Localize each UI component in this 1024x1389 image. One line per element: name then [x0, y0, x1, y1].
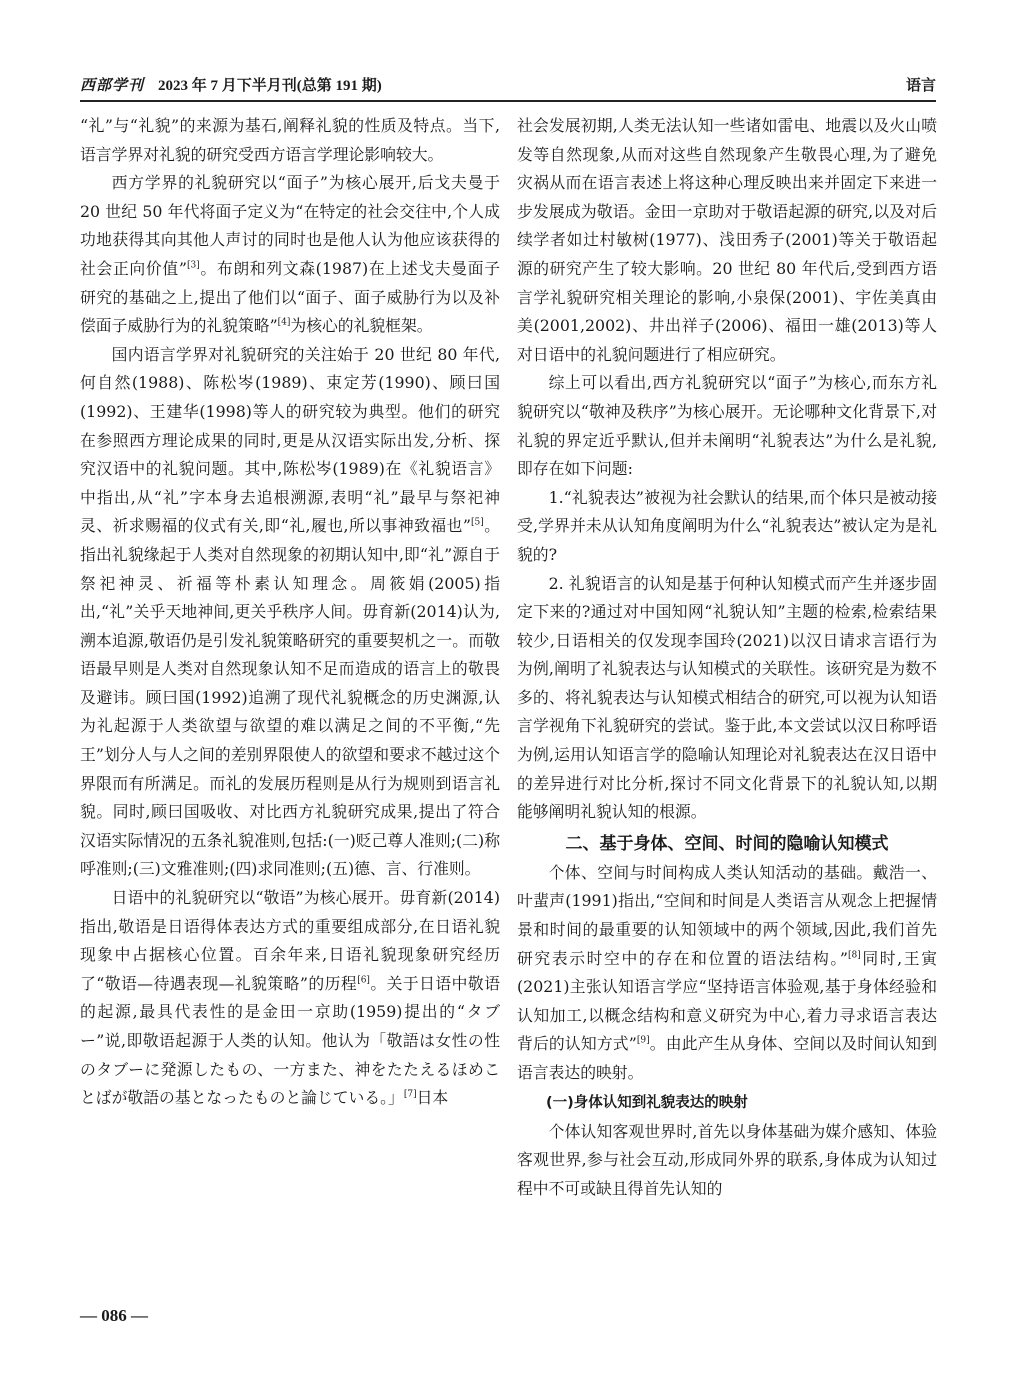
right-column	[517, 112, 937, 1290]
paragraph: 个体认知客观世界时,首先以身体基础为媒介感知、体验客观世界,参与社会互动,形成同外界的联系,身体成为认知过程中不可或缺且得首先认知的	[517, 1121, 937, 1198]
paragraph: 综上可以看出,西方礼貌研究以“面子”为核心,而东方礼貌研究以“敬神及秩序”为核心展开。无论哪种文化背景下,对礼貌的界定近乎默认,但并未阐明“礼貌表达”为什么是礼貌,即存在如下问题:	[517, 373, 937, 479]
paragraph: 1.“礼貌表达”被视为社会默认的结果,而个体只是被动接受,学界并未从认知角度阐明为什么“礼貌表达”被认定为是礼貌的?	[517, 487, 937, 564]
paragraph: 西方学界的礼貌研究以“面子”为核心展开,后戈夫曼于 20 世纪 50 年代将面子定义为“在特定的社会交往中,个人成功地获得其向其他人声讨的同时也是他人认为他应该获得的社会正向价值”[3]。布朗和列文森(1987)在上述戈夫曼面子研究的基础之上,提出了他们以“面子、面子威胁行为以及补偿面子威胁行为的礼貌策略”[4]为核心的礼貌框架。	[80, 173, 500, 336]
citation-ref: [9]	[636, 1036, 650, 1047]
citation-ref: [6]	[357, 975, 370, 986]
left-column	[80, 112, 500, 1290]
subsection-heading: (一)身体认知到礼貌表达的映射	[546, 1094, 748, 1111]
paragraph: 社会发展初期,人类无法认知一些诸如雷电、地震以及火山喷发等自然现象,从而对这些自然现象产生敬畏心理,为了避免灾祸从而在语言表述上将这种心理反映出来并固定下来进一步发展成为敬语。金田一京助对于敬语起源的研究,以及对后续学者如辻村敏树(1977)、浅田秀子(2001)等关于敬语起源的研究产生了较大影响。20 世纪 80 年代后,受到西方语言学礼貌研究相关理论的影响,小泉保(2001)、宇佐美真由美(2001,2002)、井出祥子(2006)、福田一雄(2013)等人对日语中的礼貌问题进行了相应研究。	[517, 116, 937, 364]
paragraph: 国内语言学界对礼貌研究的关注始于 20 世纪 80 年代,何自然(1988)、陈松岑(1989)、束定芳(1990)、顾曰国(1992)、王建华(1998)等人的研究较为典型。他们的研究在参照西方理论成果的同时,更是从汉语实际出发,分析、探究汉语中的礼貌问题。其中,陈松岑(1989)在《礼貌语言》中指出,从“礼”字本身去追根溯源,表明“礼”最早与祭祀神灵、祈求赐福的仪式有关,即“礼,履也,所以事神致福也”[5]。指出礼貌缘起于人类对自然现象的初期认知中,即“礼”源自于祭祀神灵、祈福等朴素认知理念。周筱娟(2005)指出,“礼”关乎天地神间,更关乎秩序人间。毋育新(2014)认为,溯本追源,敬语仍是引发礼貌策略研究的重要契机之一。而敬语最早则是人类对自然现象认知不足而造成的语言上的敬畏及避讳。顾曰国(1992)追溯了现代礼貌概念的历史渊源,认为礼起源于人类欲望与欲望的难以满足之间的不平衡,“先王”划分人与人之间的差别界限使人的欲望和要求不越过这个界限而有所满足。而礼的发展历程则是从行为规则到语言礼貌。同时,顾曰国吸收、对比西方礼貌研究成果,提出了符合汉语实际情况的五条礼貌准则,包括:(一)贬己尊人准则;(二)称呼准则;(三)文雅准则;(四)求同准则;(五)德、言、行准则。	[80, 344, 500, 879]
section-label: 语言	[905, 76, 936, 94]
citation-ref: [4]	[277, 317, 291, 328]
journal-logo: 西部学刊	[80, 76, 145, 94]
running-header	[80, 74, 936, 102]
issue-info: 2023 年 7 月下半月刊(总第 191 期)	[158, 78, 382, 94]
citation-ref: [3]	[186, 260, 200, 271]
citation-ref: [7]	[403, 1089, 417, 1100]
paragraph: 日语中的礼貌研究以“敬语”为核心展开。毋育新(2014)指出,敬语是日语得体表达方式的重要组成部分,在日语礼貌现象中占据核心位置。百余年来,日语礼貌现象研究经历了“敬语—待遇表现—礼貌策略”的历程[6]。关于日语中敬语的起源,最具代表性的是金田一京助(1959)提出的“タブー”说,即敬语起源于人类的认知。他认为「敬語は女性の性のタブーに発源したもの、一方また、神をたたえるほめことばが敬語の基となったものと論じている。」[7]日本	[80, 888, 500, 1108]
citation-ref: [5]	[470, 518, 484, 529]
paragraph: 2. 礼貌语言的认知是基于何种认知模式而产生并逐步固定下来的?通过对中国知网“礼貌认知”主题的检索,检索结果较少,日语相关的仅发现李国玲(2021)以汉日请求言语行为为例,阐明了礼貌表达与认知模式的关联性。该研究是为数不多的、将礼貌表达与认知模式相结合的研究,可以视为认知语言学视角下礼貌研究的尝试。鉴于此,本文尝试以汉日称呼语为例,运用认知语言学的隐喻认知理论对礼貌表达在汉日语中的差异进行对比分析,探讨不同文化背景下的礼貌认知,以期能够阐明礼貌认知的根源。	[517, 573, 937, 822]
section-heading: 二、基于身体、空间、时间的隐喻认知模式	[565, 833, 889, 854]
paragraph: 个体、空间与时间构成人类认知活动的基础。戴浩一、叶蜚声(1991)指出,“空间和时间是人类语言从观念上把握情景和时间的最重要的认知领域中的两个领域,因此,我们首先研究表示时空中的存在和位置的语法结构。”[8]同时,王寅(2021)主张认知语言学应“坚持语言体验观,基于身体经验和认知加工,以概念结构和意义研究为中心,着力寻求语言表达背后的认知方式”[9]。由此产生从身体、空间以及时间认知到语言表达的映射。	[517, 862, 937, 1082]
paragraph: “礼”与“礼貌”的来源为基石,阐释礼貌的性质及特点。当下,语言学界对礼貌的研究受西方语言学理论影响较大。	[80, 116, 500, 164]
page-number: — 086 —	[80, 1306, 148, 1325]
citation-ref: [8]	[847, 950, 861, 961]
